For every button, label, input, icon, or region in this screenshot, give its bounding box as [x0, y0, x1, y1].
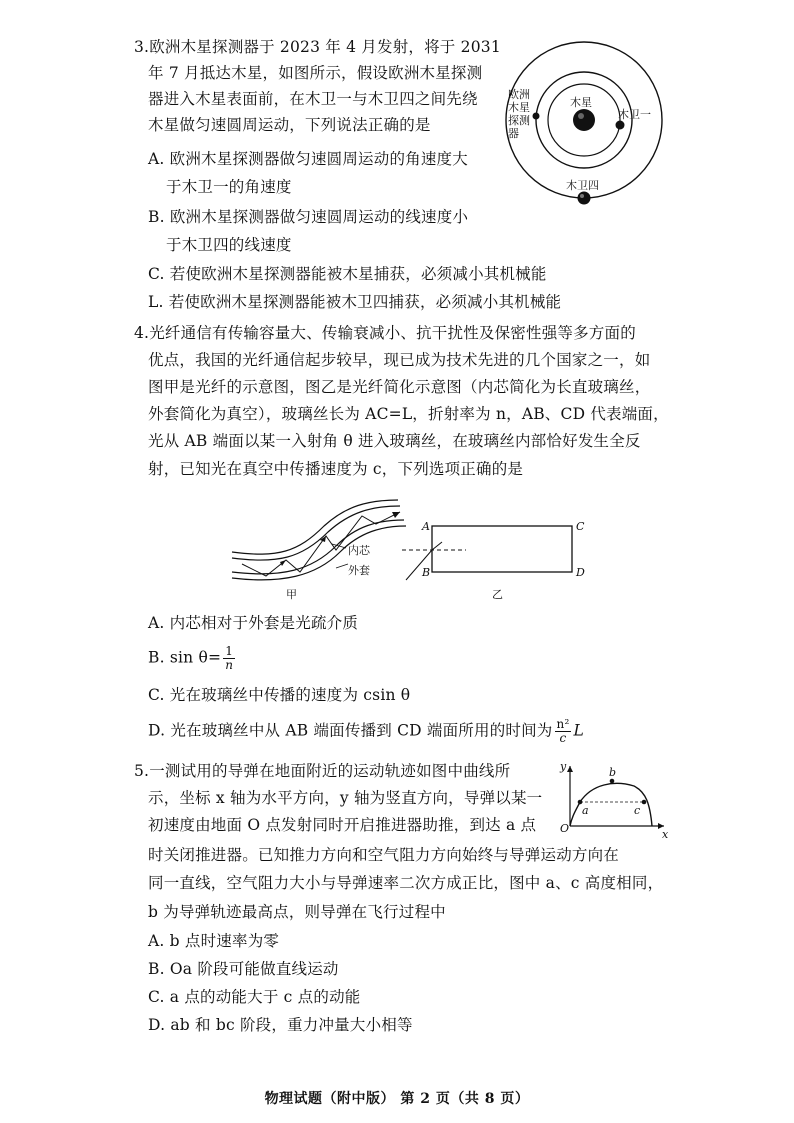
q5-option-b: B. Oa 阶段可能做直线运动 [148, 960, 339, 978]
q5-line-4: 时关闭推进器。已知推力方向和空气阻力方向始终与导弹运动方向在 [148, 846, 620, 864]
origin-label: O [560, 822, 570, 835]
callisto-label: 木卫四 [566, 179, 599, 192]
q4-line-3: 图甲是光纤的示意图，图乙是光纤简化示意图（内芯简化为长直玻璃丝， [148, 378, 651, 396]
q4-line-4: 外套简化为真空），玻璃丝长为 AC=L，折射率为 n，AB、CD 代表端面， [148, 405, 669, 423]
io-label: 木卫一 [618, 108, 651, 121]
q3-line-4: 木星做匀速圆周运动，下列说法正确的是 [148, 116, 431, 134]
q4-line-2: 优点，我国的光纤通信起步较早，现已成为技术先进的几个国家之一，如 [148, 351, 651, 369]
q4-line-1: 4.光纤通信有传输容量大、传输衰减小、抗干扰性及保密性强等多方面的 [134, 324, 636, 342]
q4-option-d: D. 光在玻璃丝中从 AB 端面传播到 CD 端面所用的时间为 $\frac{\text{n²}}{c}$ L [148, 717, 584, 745]
fiber-figure-yi [396, 518, 596, 602]
fiber-figure-jia [228, 492, 410, 602]
glass-rod [432, 526, 572, 572]
q5-line-1: 5.一测试用的导弹在地面附近的运动轨迹如图中曲线所 [134, 762, 511, 780]
q3-option-a-cont: 于木卫一的角速度 [166, 178, 292, 196]
x-axis-label: x [662, 828, 669, 841]
q3-option-d: L. 若使欧洲木星探测器能被木卫四捕获，必须减小其机械能 [148, 293, 562, 311]
label-A: A [422, 520, 430, 533]
fiber-diagram [228, 492, 410, 584]
cladding-label: 外套 [348, 564, 370, 577]
q4-option-a: A. 内芯相对于外套是光疏介质 [148, 614, 359, 632]
caption-jia: 甲 [286, 588, 297, 601]
label-c: c [634, 804, 641, 817]
label-b: b [609, 766, 617, 779]
jupiter-label: 木星 [570, 96, 592, 109]
q5-line-3: 初速度由地面 O 点发射同时开启推进器助推，到达 a 点 [148, 816, 537, 834]
callisto-body [578, 192, 591, 205]
label-a: a [582, 804, 589, 817]
q5-line-2: 示，坐标 x 轴为水平方向，y 轴为竖直方向，导弹以某一 [148, 789, 543, 807]
q5-option-a: A. b 点时速率为零 [148, 932, 280, 950]
y-axis-label: y [560, 760, 567, 773]
probe-body [533, 113, 540, 120]
q3-line-1: 3.欧洲木星探测器于 2023 年 4 月发射，将于 2031 [134, 38, 501, 56]
q3-option-a: A. 欧洲木星探测器做匀速圆周运动的角速度大 [148, 150, 468, 168]
q4-line-6: 射，已知光在真空中传播速度为 c，下列选项正确的是 [148, 460, 524, 478]
q3-option-b-cont: 于木卫四的线速度 [166, 236, 292, 254]
label-B: B [422, 566, 431, 579]
q4-line-5: 光从 AB 端面以某一入射角 θ 进入玻璃丝，在玻璃丝内部恰好发生全反 [148, 432, 641, 450]
q3-orbit-figure [504, 34, 670, 214]
caption-yi: 乙 [492, 588, 503, 601]
jupiter-body [573, 109, 595, 131]
point-b [610, 779, 615, 784]
q3-option-b: B. 欧洲木星探测器做匀速圆周运动的线速度小 [148, 208, 469, 226]
q3-option-c: C. 若使欧洲木星探测器能被木星捕获，必须减小其机械能 [148, 265, 547, 283]
label-C: C [576, 520, 585, 533]
point-c [642, 800, 647, 805]
core-label: 内芯 [348, 544, 370, 557]
q4-option-b: B. sin θ= $\frac{1}{n}$ [148, 644, 234, 672]
q5-line-6: b 为导弹轨迹最高点，则导弹在飞行过程中 [148, 903, 446, 921]
label-D: D [576, 566, 585, 579]
trajectory-figure [558, 760, 670, 840]
q5-option-d: D. ab 和 bc 阶段，重力冲量大小相等 [148, 1016, 413, 1034]
q4-option-c: C. 光在玻璃丝中传播的速度为 csin θ [148, 686, 411, 704]
page-footer: 物理试题（附中版） 第 2 页（共 8 页） [264, 1091, 530, 1107]
q5-line-5: 同一直线，空气阻力大小与导弹速率二次方成正比，图中 a、c 高度相同， [148, 874, 664, 892]
q3-line-3: 器进入木星表面前，在木卫一与木卫四之间先绕 [148, 90, 478, 108]
q3-line-2: 年 7 月抵达木星，如图所示，假设欧洲木星探测 [148, 64, 483, 82]
probe-label: 欧洲 木星 探测 器 [508, 88, 530, 140]
q5-option-c: C. a 点的动能大于 c 点的动能 [148, 988, 361, 1006]
